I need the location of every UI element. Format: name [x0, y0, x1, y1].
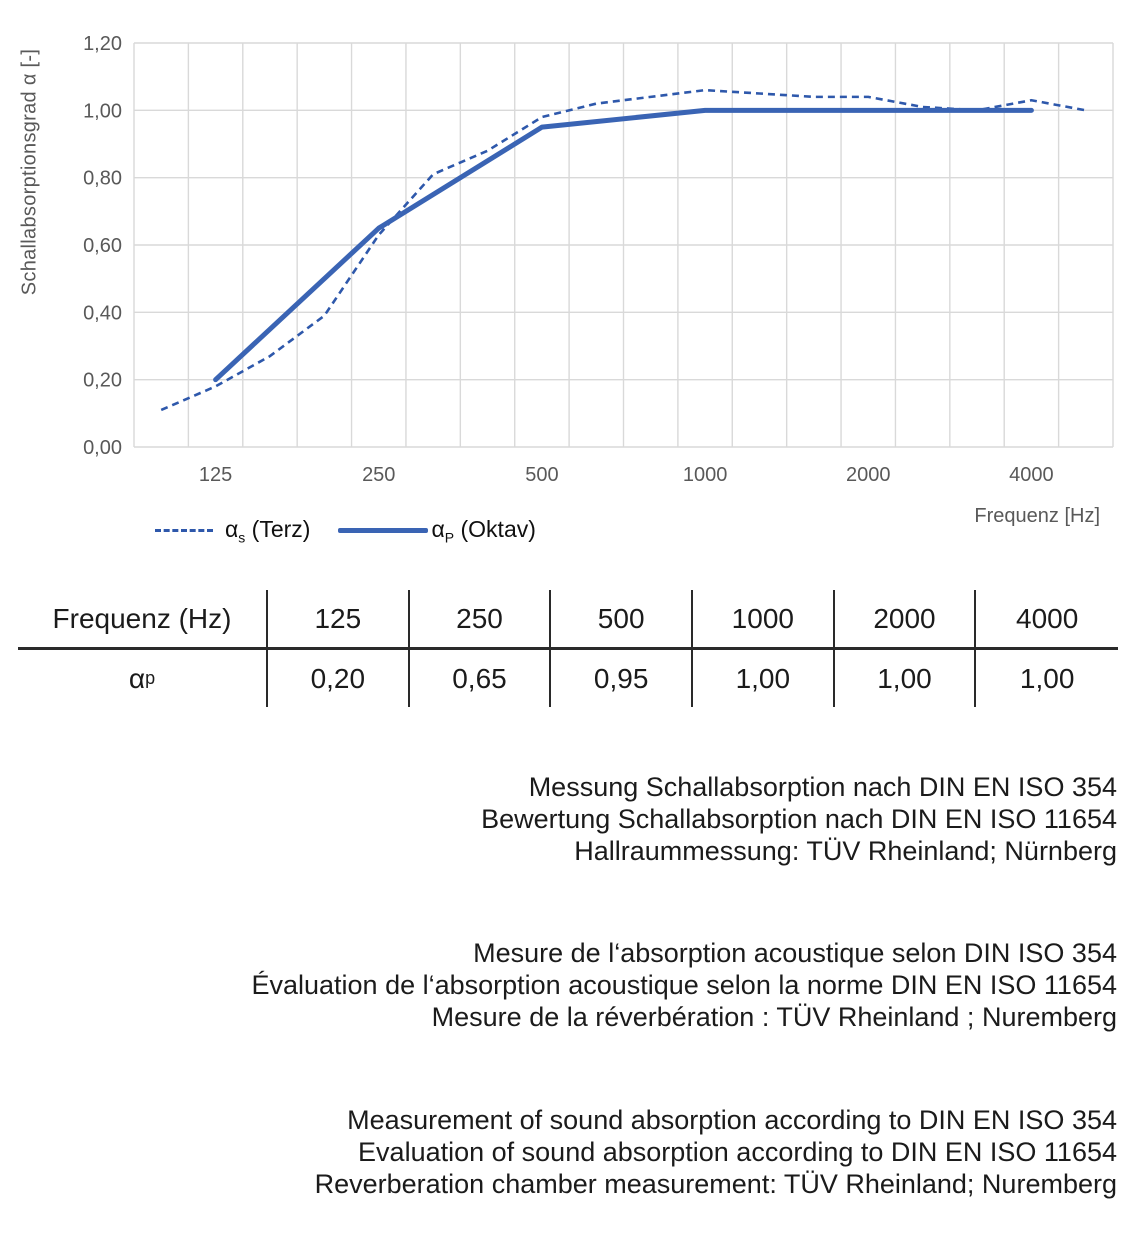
- x-axis-tick-label: 500: [525, 464, 559, 486]
- y-axis-tick-label: 0,00: [83, 437, 122, 459]
- note-line: Measurement of sound absorption according to DIN EN ISO 354: [347, 1105, 1117, 1135]
- table-row-label-alpha-p: [18, 650, 268, 707]
- table-value-cell: 1,00: [1019, 662, 1075, 694]
- legend-text: (Oktav): [454, 516, 536, 542]
- note-line: Mesure de la réverbération : TÜV Rheinland ; Nuremberg: [431, 1002, 1117, 1032]
- y-axis-tick-label: 0,60: [83, 235, 122, 257]
- note-line: Mesure de l‘absorption acoustique selon DIN ISO 354: [473, 938, 1117, 968]
- alpha-subscript: p: [145, 668, 156, 688]
- absorption-table: [18, 590, 1118, 707]
- note-line: Bewertung Schallabsorption nach DIN EN ISO 11654: [481, 804, 1117, 834]
- notes-german: [0, 771, 1135, 867]
- alpha-symbol: α: [431, 516, 445, 542]
- y-axis-tick-label: 0,80: [83, 167, 122, 190]
- legend-label-terz: [225, 516, 310, 546]
- legend-item-terz: [155, 516, 310, 546]
- note-line: Évaluation de l‘absorption acoustique selon la norme DIN EN ISO 11654: [251, 970, 1117, 1000]
- alpha-subscript: P: [444, 529, 455, 546]
- legend-item-oktav: [338, 516, 535, 546]
- legend-label-oktav: [431, 516, 535, 546]
- table-value-cell: 0,95: [551, 650, 693, 707]
- y-axis-tick-label: 1,00: [83, 100, 122, 123]
- table-value-cell: 0,65: [410, 650, 552, 707]
- y-axis-tick-label: 0,20: [83, 369, 122, 392]
- table-value-row: [18, 650, 1118, 707]
- table-header-cell: 250: [410, 590, 552, 647]
- table-header-cell: 500: [551, 590, 693, 647]
- table-header-cell: 125: [268, 590, 410, 647]
- x-axis-tick-label: 4000: [1009, 464, 1054, 486]
- legend-solid-line-sample: [338, 528, 428, 533]
- table-header-row: [18, 590, 1118, 650]
- notes-english: [0, 1104, 1135, 1200]
- chart-legend: [155, 516, 536, 546]
- x-axis-tick-label: 250: [362, 464, 396, 486]
- table-header-frequency: Frequenz (Hz): [18, 590, 268, 647]
- note-line: Messung Schallabsorption nach DIN EN ISO 354: [528, 772, 1117, 802]
- legend-dashed-line-sample: [155, 529, 213, 532]
- x-axis-tick-label: 125: [198, 464, 233, 486]
- x-axis-tick-label: 2000: [846, 464, 891, 486]
- legend-text: (Terz): [245, 516, 311, 542]
- sound-absorption-chart: [0, 0, 1135, 590]
- alpha-subscript: s: [238, 529, 246, 546]
- table-value-cell: 0,20: [268, 650, 410, 707]
- absorption-line-chart: [0, 0, 1135, 495]
- x-axis-tick-label: 1000: [682, 464, 728, 486]
- notes-french: [0, 937, 1135, 1033]
- table-header-cell: 1000: [693, 590, 835, 647]
- y-axis-tick-label: 1,20: [83, 33, 122, 55]
- table-value-cell: 1,00: [693, 650, 835, 707]
- table-header-cell: 2000: [835, 590, 977, 647]
- alpha-symbol: α: [225, 516, 239, 542]
- chart-x-axis-title: Frequenz [Hz]: [974, 505, 1100, 527]
- chart-y-axis-title: Schallabsorptionsgrad α [-]: [18, 48, 41, 296]
- alpha-symbol: α: [128, 662, 146, 694]
- note-line: Reverberation chamber measurement: TÜV Rheinland; Nuremberg: [314, 1169, 1117, 1199]
- table-value-cell: 1,00: [835, 650, 977, 707]
- table-header-cell: 4000: [1016, 602, 1079, 634]
- y-axis-tick-label: 0,40: [83, 302, 122, 325]
- note-line: Evaluation of sound absorption according to DIN EN ISO 11654: [358, 1137, 1117, 1167]
- note-line: Hallraummessung: TÜV Rheinland; Nürnberg: [574, 836, 1117, 866]
